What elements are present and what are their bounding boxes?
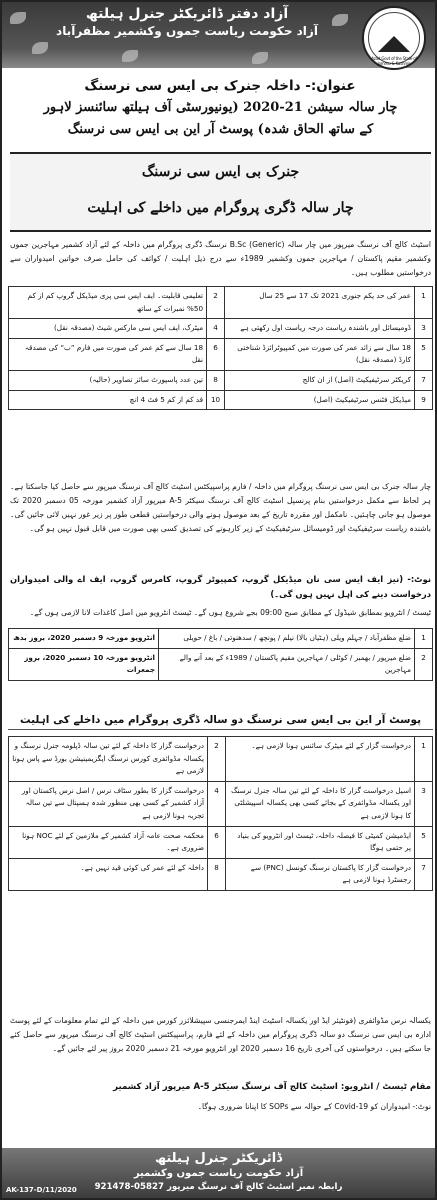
item-number: 4 (207, 319, 225, 339)
item-text: درخواست گزار کا بطور سٹاف نرس / اصل نرس پاکستان اور آزاد کشمیر کے کسی بھی منظور شدہ ہسپتال سے تین سالہ تجربہ ہونا لازمی ہے (9, 781, 208, 826)
table-row (9, 287, 433, 319)
interview-date: انٹرویو مورخہ 9 دسمبر 2020، بروز بدھ (9, 629, 159, 649)
item-number: 10 (207, 390, 225, 410)
banner-subtitle: چار سالہ ڈگری پروگرام میں داخلے کی اہلیت (87, 200, 354, 216)
table-row (9, 390, 433, 410)
item-number: 1 (415, 737, 433, 782)
item-text: میڈیکل فٹنس سرٹیفیکیٹ (اصل) (225, 390, 415, 410)
note-ineligible: نوٹ:- (نیز ایف ایس سی نان میڈیکل گروپ، کمپیوٹر گروپ، کامرس گروپ، ایف اے والی امیدواران درخواست دینے کی اہل نہیں ہوں گی۔) (10, 574, 431, 599)
post-rn-title: پوسٹ آر این بی ایس سی نرسنگ دو سالہ ڈگری پروگرام میں داخلے کی اہلیت (8, 714, 433, 730)
item-text: درخواست گزار کا داخلہ کے لئے تین سالہ ڈپلومہ جنرل نرسنگ و یکسالہ مڈوائفری کورس نرسنگ ایگزیمینیشن بورڈ سے پاس ہونا لازمی ہے (9, 737, 208, 782)
item-number: 6 (207, 338, 225, 370)
item-number: 7 (415, 858, 433, 890)
venue-label: مقام ٹیسٹ / انٹرویو: (340, 1082, 431, 1092)
table-row (9, 781, 433, 826)
item-text: تین عدد پاسپورٹ سائز تصاویر (حالیہ) (9, 370, 207, 390)
banner-title: جنرک بی ایس سی نرسنگ (141, 164, 300, 180)
ad-code: AK-137-D/11/2020 (6, 1186, 77, 1194)
post-rn-table (8, 736, 433, 891)
government-emblem-icon (362, 6, 426, 70)
item-number: 4 (208, 781, 226, 826)
interview-date: انٹرویو مورخہ 10 دسمبر 2020، بروز جمعرات (9, 648, 159, 680)
table-row (9, 338, 433, 370)
session-line: چار سالہ سیشن 21-2020 (یونیورسٹی آف ہیلتھ سائنسز لاہور (43, 100, 398, 115)
item-number: 6 (208, 826, 226, 858)
table-row (9, 858, 433, 890)
item-text: ایڈمیشن کمیٹی کا فیصلہ داخلہ، ٹیسٹ اور انٹرویو کی بنیاد پر حتمی ہوگا (226, 826, 415, 858)
item-number: 1 (415, 629, 433, 649)
footer-contact: رابطہ نمبر اسٹیٹ کالج آف نرسنگ میرپور 05827-921478 (94, 1182, 343, 1192)
item-text: تعلیمی قابلیت۔ ایف ایس سی پری میڈیکل گروپ کم از کم 50% نمبرات کے ساتھ (9, 287, 207, 319)
leaf-decoration (32, 42, 48, 54)
item-text: محکمہ صحت عامہ آزاد کشمیر کے ملازمین کے لئے NOC ہونا ضروری ہے۔ (9, 826, 208, 858)
item-number: 5 (415, 338, 433, 370)
footer-subtitle: آزاد حکومت ریاست جموں وکشمیر (133, 1168, 304, 1179)
test-schedule-line: ٹیسٹ / انٹرویو بمطابق شیڈول کے مطابق صبح 09:00 بجے شروع ہوں گے۔ ٹیسٹ انٹرویو میں اصل کاغذات لانا لازمی ہوں گے۔ (29, 608, 431, 617)
table-row (9, 629, 433, 649)
eligibility-table (8, 286, 433, 410)
item-text: درخواست گزار کے لئے میٹرک سائنس ہونا لازمی ہے۔ (226, 737, 415, 782)
item-text: اسیل درخواست گزار کا داخلہ کے لئے تین سالہ جنرل نرسنگ اور یکسالہ مڈوائفری کے بجائے کسی بھی یکسالہ اسپیشلٹی کا ہونا لازمی ہے (226, 781, 415, 826)
item-text: عمر کی حد یکم جنوری 2021 تک 17 سے 25 سال (225, 287, 415, 319)
item-number: 2 (207, 287, 225, 319)
table-row (9, 826, 433, 858)
leaf-decoration (122, 50, 138, 62)
item-number: 2 (208, 737, 226, 782)
item-text: میٹرک، ایف ایس سی مارکس شیٹ (مصدقہ نقل) (9, 319, 207, 339)
item-number: 3 (415, 319, 433, 339)
table-row (9, 648, 433, 680)
table-row (9, 737, 433, 782)
application-paragraph: چار سالہ جنرک بی ایس سی نرسنگ پروگرام میں داخلہ / فارم پراسپیکٹس اسٹیٹ کالج آف نرسنگ میرپور سے حاصل کیا جاسکتا ہے۔ ہر لحاظ سے مکمل درخواستیں بنام پرنسپل اسٹیٹ کالج آف نرسنگ سیکٹر A-5 میرپور آزاد کشمیر مورخہ 05 دسمبر 2020 تک موصول ہو جانی چاہئیں۔ نامکمل اور مقررہ تاریخ کے بعد موصول ہونے والی درخواستیں قطعی طور پر زیر غور نہیں لائی جائیں گی۔ باشندہ ریاست سرٹیفیکیٹ اور ڈومیسائل سرٹیفیکیٹ کے زیر کارہونے کی تصدیق کسی بھی صورت میں قابل قبول نہیں ہو گی۔ (10, 482, 431, 533)
table-row (9, 319, 433, 339)
item-text: ڈومیسائل اور باشندہ ریاست درجہ ریاست اول رکھتی ہے (225, 319, 415, 339)
emblem-text: Azad Govt of the State of Jammu & Kashmir (371, 56, 417, 66)
leaf-decoration (252, 52, 268, 64)
header-title: آزاد دفتر ڈائریکٹر جنرل ہیلتھ (85, 6, 289, 22)
item-text: کریکٹر سرٹیفیکیٹ (اصل) از ان کالج (225, 370, 415, 390)
item-number: 8 (207, 370, 225, 390)
district-text: ضلع مظفرآباد / جہلم ویلی (ہٹیاں بالا) نیلم / پونچھ / سدھنوتی / باغ / حویلی (159, 629, 415, 649)
item-number: 3 (415, 781, 433, 826)
interview-schedule-table (8, 628, 433, 681)
item-text: قد کم از کم 5 فٹ 4 انچ (9, 390, 207, 410)
venue-line (10, 1080, 431, 1094)
footer-title: ڈائریکٹر جنرل ہیلتھ (154, 1151, 283, 1166)
table-row (9, 370, 433, 390)
item-number: 9 (415, 390, 433, 410)
item-text: 18 سال سے زائد عمر کی صورت میں کمپیوٹرائزڈ شناختی کارڈ (مصدقہ نقل) (225, 338, 415, 370)
item-text: داخلہ کے لئے عمر کی کوئی قید نہیں ہے۔ (9, 858, 208, 890)
intro-paragraph: اسٹیٹ کالج آف نرسنگ میرپور میں چار سالہ B.Sc (Generic) نرسنگ ڈگری پروگرام میں داخلہ کے لئے آزاد کشمیر مہاجرین جموں وکشمیر مقیم پاکستان / مہاجرین جموں وکشمیر 1989ء سے درج ذیل اہلیت / کوائف کی حامل صرف خواتین امیدواران سے درخواستیں مطلوب ہیں۔ (10, 240, 432, 277)
item-number: 2 (415, 648, 433, 680)
venue-text: اسٹیٹ کالج آف نرسنگ سیکٹر A-5 میرپور آزاد کشمیر (113, 1082, 338, 1092)
item-number: 1 (415, 287, 433, 319)
covid-note: نوٹ:- امیدواران کو Covid-19 کے حوالہ سے SOPs کا اپنانا ضروری ہوگا۔ (197, 1102, 431, 1111)
header-subtitle: آزاد حکومت ریاست جموں وکشمیر مظفرآباد (56, 24, 318, 38)
eligibility-banner (10, 152, 431, 232)
subject-line: عنوان:- داخلہ جنرک بی ایس سی نرسنگ (84, 78, 356, 94)
item-number: 8 (208, 858, 226, 890)
district-text: ضلع میرپور / بھمبر / کوٹلی / مہاجرین مقیم پاکستان / 1989ء کے بعد آنے والے مہاجرین (159, 648, 415, 680)
post-rn-paragraph: یکسالہ نرس مڈوائفری (فونٹیئر ایڈ اور یکسالہ اسٹیٹ اینڈ ایمرجنسی سپیشلائزر کورس میں داخلہ کے لئے تمام معلومات کے لئے پوسٹ ادارہ بی ایس سی نرسنگ دو سالہ ڈگری پروگرام میں داخلہ کے لئے فارم، پراسپیکٹس اسٹیٹ کالج آف نرسنگ میرپور سے حاصل کئے جا سکتے ہیں۔ درخواستوں کی آخری تاریخ 16 دسمبر 2020 اور انٹرویو مورخہ 21 دسمبر 2020 بروز پیر لئے جائیں گے۔ (10, 1016, 431, 1053)
item-text: درخواست گزار کا پاکستان نرسنگ کونسل (PNC) سے رجسٹرڈ ہونا لازمی ہے (226, 858, 415, 890)
affiliation-line: کے ساتھ الحاق شدہ) پوسٹ آر این بی ایس سی نرسنگ (67, 122, 374, 137)
item-text: 18 سال سے کم عمر کی صورت میں فارم ”ب“ کی مصدقہ نقل (9, 338, 207, 370)
item-number: 7 (415, 370, 433, 390)
item-number: 5 (415, 826, 433, 858)
